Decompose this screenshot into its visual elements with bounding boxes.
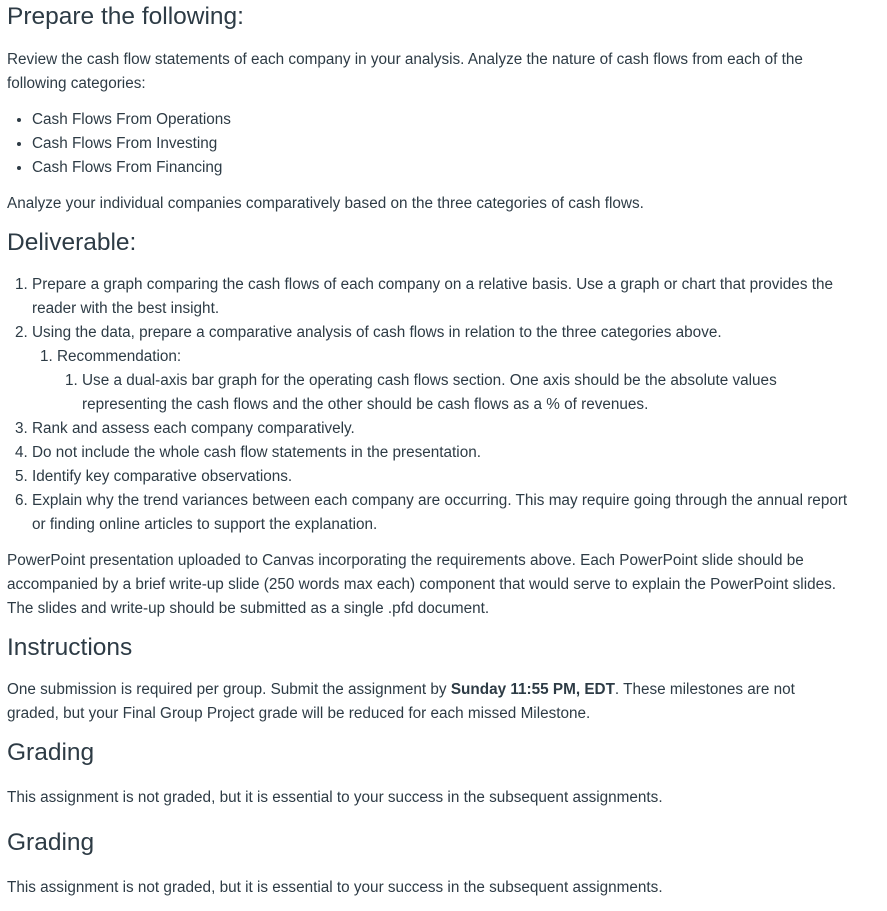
grading-paragraph: This assignment is not graded, but it is essential to your success in the subsequent assignments. [7,879,663,896]
heading-grading: Grading [7,739,95,766]
recommendation-label: Recommendation: [57,348,182,365]
deliverable-list [7,273,862,537]
instructions-text-after: . These milestones are not graded, but your Final Group Project grade will be reduced for each missed Milestone. [7,681,795,722]
deliverable-text: Using the data, prepare a comparative analysis of cash flows in relation to the three categories above. [32,324,722,341]
deliverable-text: Prepare a graph comparing the cash flows of each company on a relative basis. Use a graph or chart that provides the reader with the best insight. [32,276,833,317]
heading-prepare: Prepare the following: [7,3,244,30]
sub-sub-list [57,369,862,417]
list-item: 3. Rank and assess each company comparatively. [32,417,862,441]
assignment-content [0,2,887,911]
list-item: • Cash Flows From Operations [32,108,887,132]
list-item: 6. Explain why the trend variances between each company are occurring. This may require going through the annual report or finding online articles to support the explanation. [32,489,862,537]
deadline-text: Sunday 11:55 PM, EDT [450,681,615,698]
heading-instructions: Instructions [7,634,133,661]
list-item [32,321,862,417]
heading-grading: Grading [7,829,95,856]
list-item [57,345,862,417]
analyze-paragraph: Analyze your individual companies comparatively based on the three categories of cash flows. [7,195,644,212]
list-item: • Cash Flows From Financing [32,156,887,180]
instructions-text-before: One submission is required per group. Submit the assignment by [7,681,451,698]
list-item: 5. Identify key comparative observations. [32,465,862,489]
list-item: 4. Do not include the whole cash flow statements in the presentation. [32,441,862,465]
list-item: 1. Use a dual-axis bar graph for the operating cash flows section. One axis should be the absolute values representing the cash flows and the other should be cash flows as a % of revenues. [82,369,862,417]
grading-paragraph: This assignment is not graded, but it is essential to your success in the subsequent assignments. [7,789,663,806]
list-item [32,273,862,321]
powerpoint-paragraph: PowerPoint presentation uploaded to Canvas incorporating the requirements above. Each PowerPoint slide should be accompanied by a brief write-up slide (250 words max each) component that would serve to explain the PowerPoint slides. The slides and write-up should be submitted as a single .pfd document. [7,552,837,617]
instructions-paragraph [7,678,847,726]
cash-flow-category-list [7,108,887,180]
sub-list [32,345,862,417]
review-paragraph: Review the cash flow statements of each company in your analysis. Analyze the nature of cash flows from each of the following categories: [7,51,803,92]
list-item: • Cash Flows From Investing [32,132,887,156]
heading-deliverable: Deliverable: [7,229,137,256]
